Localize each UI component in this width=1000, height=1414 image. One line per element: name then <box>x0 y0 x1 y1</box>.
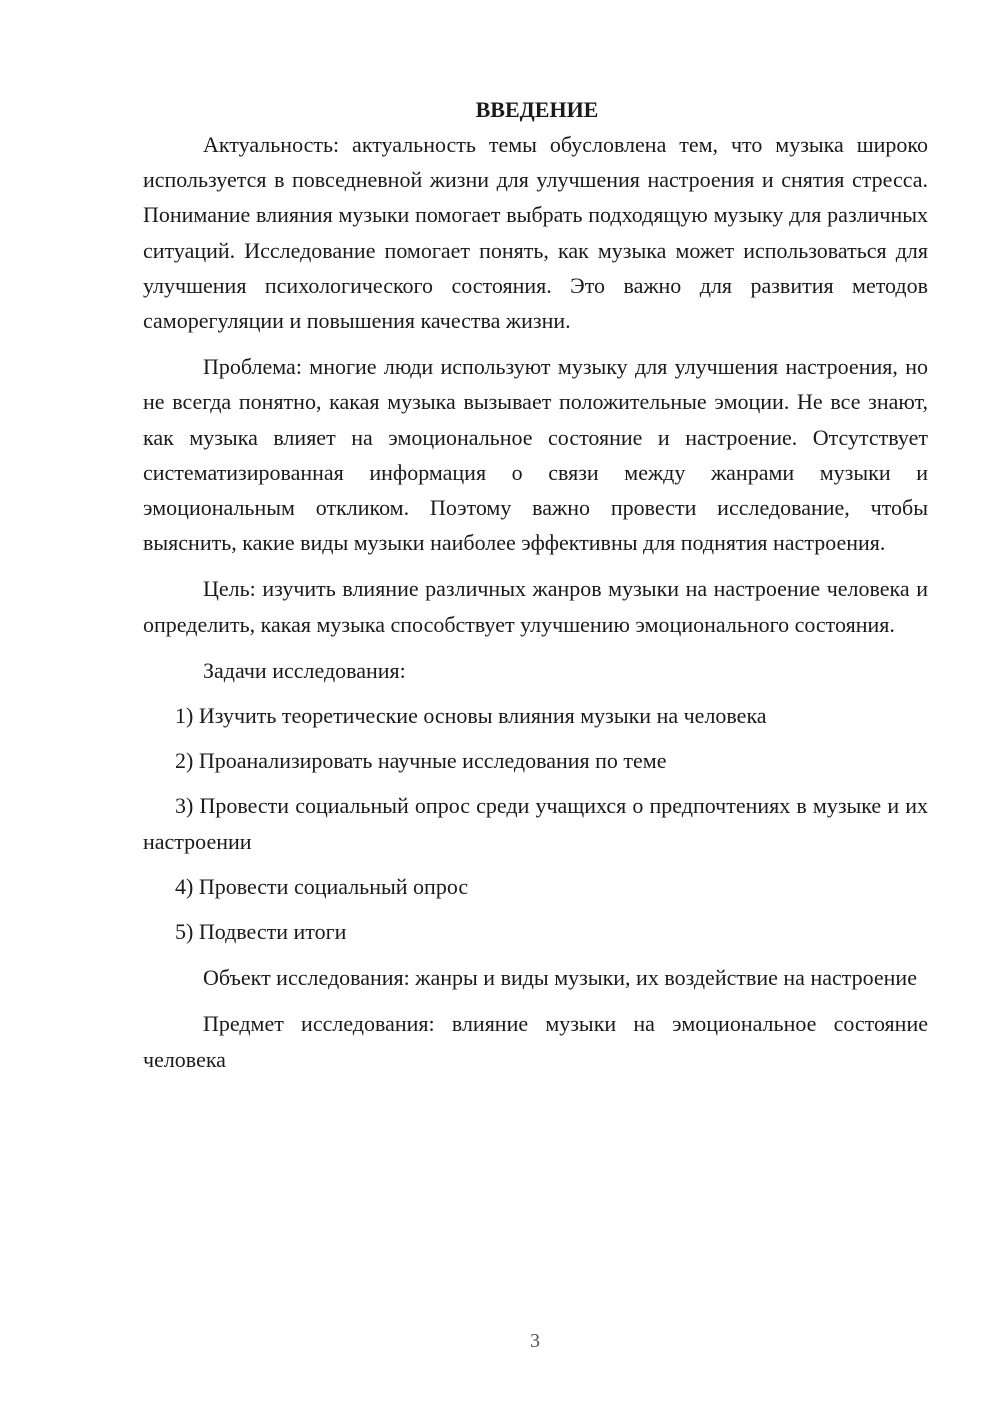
problem-paragraph: Проблема: многие люди используют музыку для улучшения настроения, но не всегда понятно, какая музыка вызывает положительные эмоции. Не все знают, как музыка влияет на эмоциональное состояние и настроение. Отсутствует систематизированная информация о связи между жанрами музыки и эмоциональным откликом. Поэтому важно провести исследование, чтобы выяснить, какие виды музыки наиболее эффективны для поднятия настроения. <box>143 354 928 556</box>
task-item: 3) Провести социальный опрос среди учащихся о предпочтениях в музыке и их настроении <box>143 793 928 854</box>
tasks-heading: Задачи исследования: <box>203 657 406 683</box>
subject-paragraph: Предмет исследования: влияние музыки на эмоциональное состояние человека <box>143 1011 928 1072</box>
task-item: 2) Проанализировать научные исследования по теме <box>175 748 667 774</box>
page-number: 3 <box>530 1330 540 1352</box>
page-title: ВВЕДЕНИЕ <box>475 97 599 122</box>
relevance-paragraph: Актуальность: актуальность темы обусловлена тем, что музыка широко используется в повседневной жизни для улучшения настроения и снятия стресса. Понимание влияния музыки помогает выбрать подходящую музыку для различных ситуаций. Исследование помогает понять, как музыка может использоваться для улучшения психологического состояния. Это важно для развития методов саморегуляции и повышения качества жизни. <box>143 132 928 334</box>
object-paragraph: Объект исследования: жанры и виды музыки, их воздействие на настроение <box>203 965 917 991</box>
task-item: 5) Подвести итоги <box>175 919 347 945</box>
document-page <box>143 92 928 1077</box>
goal-paragraph: Цель: изучить влияние различных жанров музыки на настроение человека и определить, какая музыка способствует улучшению эмоционального состояния. <box>143 576 928 637</box>
task-item: 4) Провести социальный опрос <box>175 873 469 899</box>
task-item: 1) Изучить теоретические основы влияния музыки на человека <box>175 703 767 729</box>
